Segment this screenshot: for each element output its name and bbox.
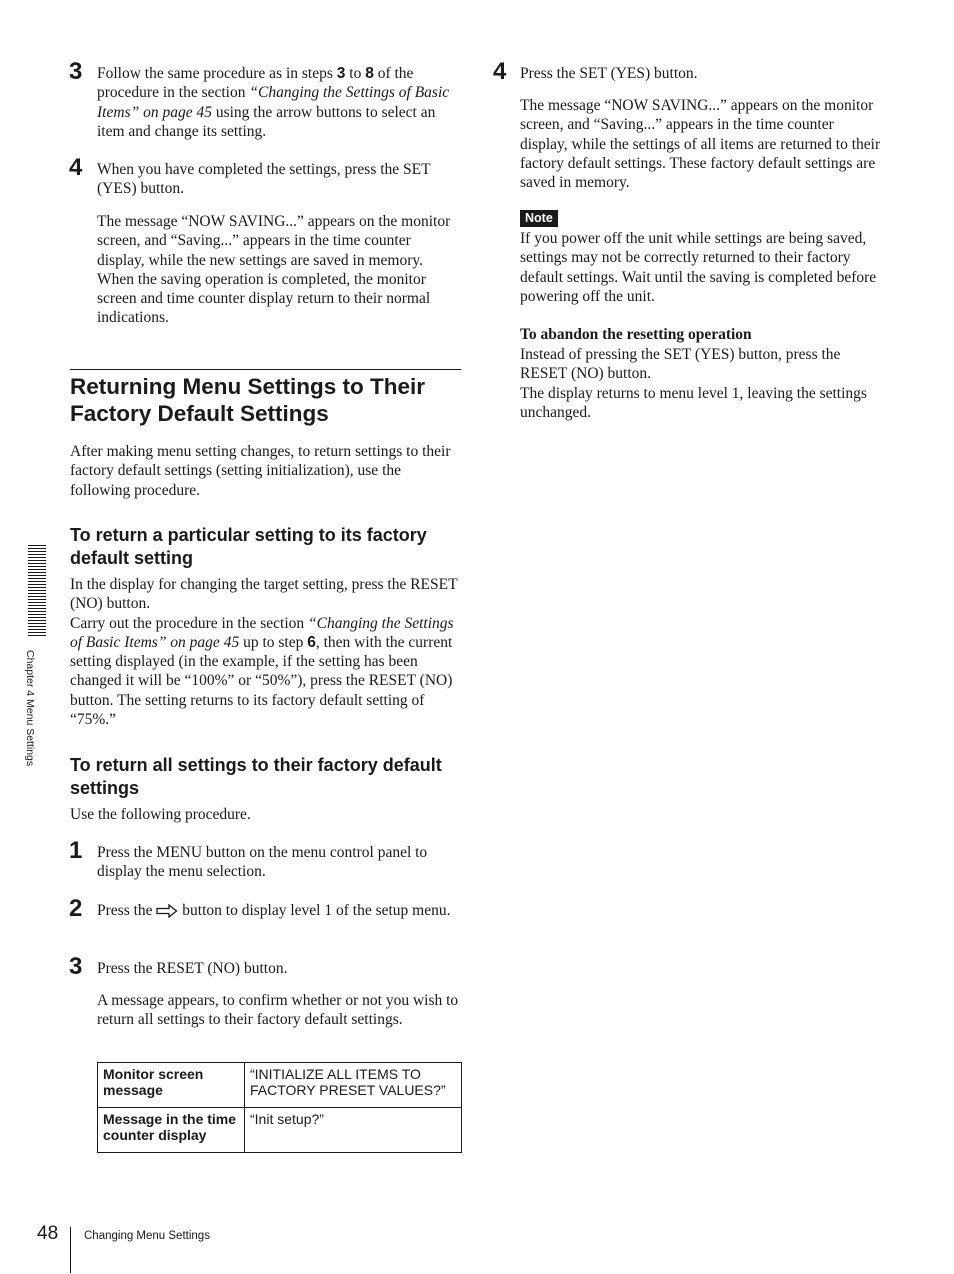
table-cell-key: Message in the time counter display	[98, 1108, 245, 1153]
step-number: 4	[493, 58, 507, 85]
section-divider	[70, 369, 461, 370]
step-3-text: Follow the same procedure as in steps 3 to 8 of the procedure in the section “Changing the Settings of Basic Items” on page 45 using the arrow buttons to select an item and change its setting.	[97, 65, 450, 140]
sub2-step-1-text: Press the MENU button on the menu control panel to display the menu selection.	[97, 844, 428, 881]
sub1-body: In the display for changing the target setting, press the RESET (NO) button. Carry out the procedure in the section “Changing the Settings of Basic Items” on page 45 up to step 6, then with the current setting displayed (in the example, if the setting has been changed it will be “100%” or “50%”), press the RESET (NO) button. The setting returns to its factory default setting of “75%.”	[70, 576, 458, 729]
cross-reference: “Changing the Settings of Basic Items” on page 45	[70, 614, 454, 651]
footer-section-title: Changing Menu Settings	[84, 1230, 210, 1242]
step-number: 3	[69, 58, 83, 85]
abandon-heading: To abandon the resetting operation	[520, 326, 752, 343]
note-text: If you power off the unit while settings are being saved, settings may not be correctly returned to their factory default settings. Wait until the saving is completed before powering off the unit.	[520, 230, 877, 305]
step-number: 1	[69, 837, 83, 864]
step-number: 2	[69, 895, 83, 922]
sub2-step-3-detail: A message appears, to confirm whether or not you wish to return all settings to their factory default settings.	[97, 992, 459, 1029]
abandon-body: Instead of pressing the SET (YES) button, press the RESET (NO) button. The display returns to menu level 1, leaving the settings unchanged.	[520, 346, 867, 421]
chapter-side-label: Chapter 4 Menu Settings	[24, 650, 36, 767]
table-cell-value: “INITIALIZE ALL ITEMS TO FACTORY PRESET VALUES?”	[245, 1063, 462, 1108]
step-number: 4	[69, 154, 83, 181]
section-heading: Returning Menu Settings to Their Factory Default Settings	[70, 374, 425, 426]
sub2-step-3-text: Press the RESET (NO) button.	[97, 960, 288, 977]
table-row	[98, 1063, 462, 1108]
section-intro: After making menu setting changes, to return settings to their factory default settings (setting initialization), use the following procedure.	[70, 443, 451, 499]
table-row	[98, 1108, 462, 1153]
table-cell-value: “Init setup?”	[245, 1108, 462, 1153]
sub2-step-2-text: Press the button to display level 1 of the setup menu.	[97, 901, 459, 923]
note-badge: Note	[520, 209, 558, 227]
message-table	[97, 1062, 462, 1153]
chapter-tab-marker	[28, 545, 46, 637]
table-cell-key: Monitor screen message	[98, 1063, 245, 1108]
step-number: 3	[69, 953, 83, 980]
subheading-all-settings: To return all settings to their factory default settings	[70, 755, 442, 798]
subheading-particular-setting: To return a particular setting to its factory default setting	[70, 525, 427, 568]
right-step-4-detail: The message “NOW SAVING...” appears on the monitor screen, and “Saving...” appears in the time counter display, while the settings of all items are returned to their factory default settings. These factory default settings are saved in memory.	[520, 97, 881, 192]
page-number: 48	[37, 1223, 59, 1244]
footer-divider	[70, 1227, 71, 1273]
sub2-intro: Use the following procedure.	[70, 806, 251, 823]
step-4-detail: The message “NOW SAVING...” appears on the monitor screen, and “Saving...” appears in the time counter display, while the new settings are saved in memory. When the saving operation is completed, the monitor screen and time counter display return to their normal indications.	[97, 213, 451, 327]
cross-reference: “Changing the Settings of Basic Items” on page 45	[97, 84, 450, 121]
step-4-text: When you have completed the settings, press the SET (YES) button.	[97, 161, 431, 198]
right-arrow-icon	[156, 904, 178, 923]
right-step-4-text: Press the SET (YES) button.	[520, 65, 698, 82]
